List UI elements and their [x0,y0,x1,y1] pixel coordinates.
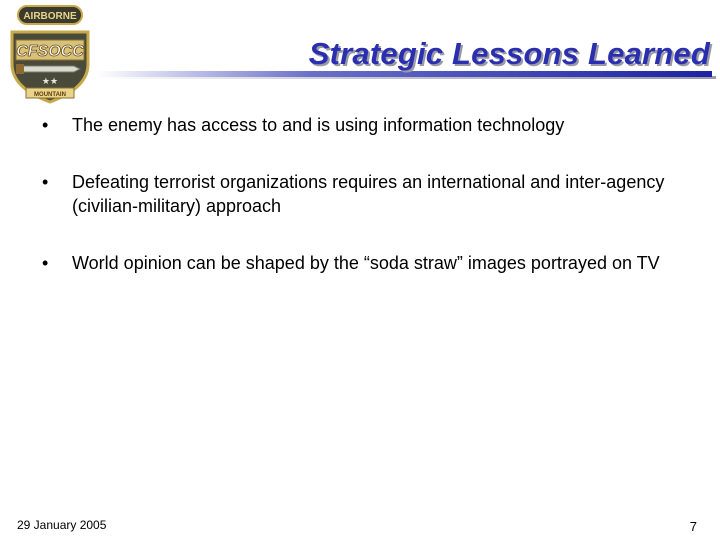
bullet-marker: • [42,172,49,192]
emblem-main-text: CFSOCC [16,43,84,60]
page-number: 7 [689,519,697,534]
bullet-text: Defeating terrorist organizations requires an international and inter-agency (civilian-military) approach [72,172,665,216]
bullet-item [42,251,682,275]
svg-text:★★: ★★ [41,77,59,87]
footer-date: 29 January 2005 [17,518,107,532]
bullet-marker: • [42,253,49,273]
bullet-item [42,170,682,218]
bullet-text: World opinion can be shaped by the “soda straw” images portrayed on TV [72,253,660,273]
bullet-list [42,113,682,275]
bullet-marker: • [42,115,49,135]
emblem-tab-text: AIRBORNE [23,11,77,22]
cfsocc-emblem-icon [4,2,96,106]
slide-title: Strategic Lessons Learned [308,36,710,71]
emblem-scroll-text: MOUNTAIN [34,92,66,98]
bullet-text: The enemy has access to and is using information technology [72,115,565,135]
bullet-item [42,113,682,137]
